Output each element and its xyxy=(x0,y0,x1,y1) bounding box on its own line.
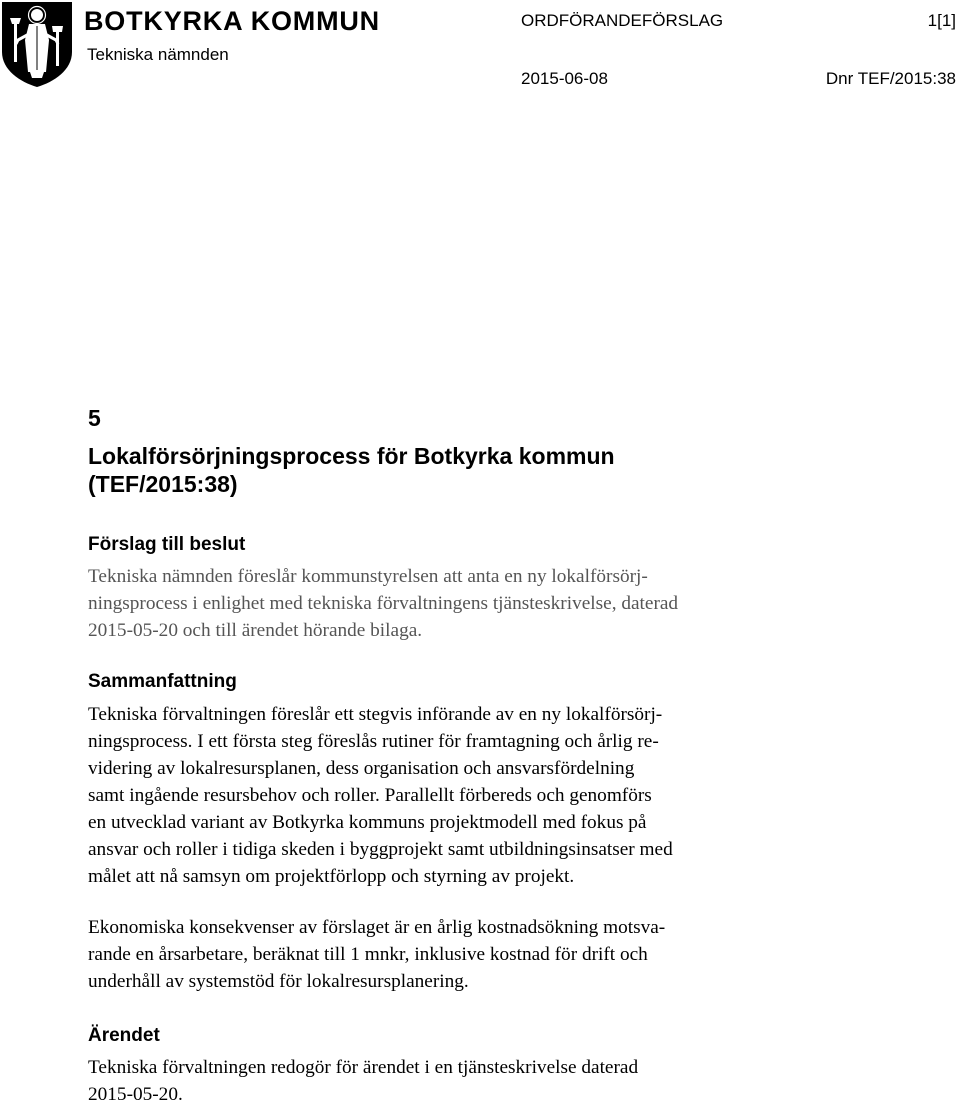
item-title-line: Lokalförsörjningsprocess för Botkyrka kommun xyxy=(88,443,615,469)
summary-paragraph-1 xyxy=(88,701,673,890)
text-line: 2015-05-20 och till ärendet hörande bilaga. xyxy=(88,620,423,641)
proposal-text xyxy=(88,563,678,644)
text-line: ningsprocess. I ett första steg föreslås rutiner för framtagning och årlig re- xyxy=(88,731,659,752)
summary-paragraph-2 xyxy=(88,914,665,995)
item-number: 5 xyxy=(88,405,101,431)
item-title-line: (TEF/2015:38) xyxy=(88,471,238,497)
text-line: videring av lokalresursplanen, dess organisation och ansvarsfördelning xyxy=(88,758,635,779)
text-line: rande en årsarbetare, beräknat till 1 mnkr, inklusive kostnad för drift och xyxy=(88,944,648,965)
text-line: underhåll av systemstöd för lokalresursplanering. xyxy=(88,971,469,992)
text-line: målet att nå samsyn om projektförlopp och styrning av projekt. xyxy=(88,866,575,887)
text-line: Tekniska nämnden föreslår kommunstyrelsen att anta en ny lokalförsörj- xyxy=(88,566,648,587)
text-line: 2015-05-20. xyxy=(88,1084,183,1105)
text-line: samt ingående resursbehov och roller. Parallellt förbereds och genomförs xyxy=(88,785,652,806)
botkyrka-coat-of-arms-icon xyxy=(0,0,74,88)
document-date: 2015-06-08 xyxy=(521,69,608,88)
organization-name: BOTKYRKA KOMMUN xyxy=(84,6,380,36)
matter-text xyxy=(88,1054,638,1108)
proposal-heading: Förslag till beslut xyxy=(88,534,246,555)
document-registration-number: Dnr TEF/2015:38 xyxy=(825,69,956,88)
text-line: en utvecklad variant av Botkyrka kommuns projektmodell med fokus på xyxy=(88,812,647,833)
text-line: Tekniska förvaltningen redogör för ärendet i en tjänsteskrivelse daterad xyxy=(88,1057,639,1078)
document-type: ORDFÖRANDEFÖRSLAG xyxy=(521,11,724,30)
text-line: ningsprocess i enlighet med tekniska förvaltningens tjänsteskrivelse, daterad xyxy=(88,593,679,614)
text-line: Tekniska förvaltningen föreslår ett stegvis införande av en ny lokalförsörj- xyxy=(88,704,663,725)
item-title xyxy=(88,442,615,498)
text-line: ansvar och roller i tidiga skeden i byggprojekt samt utbildningsinsatser med xyxy=(88,839,673,860)
page-number: 1[1] xyxy=(927,11,956,30)
matter-heading: Ärendet xyxy=(88,1025,160,1046)
department-name: Tekniska nämnden xyxy=(87,45,229,64)
summary-heading: Sammanfattning xyxy=(88,671,237,692)
text-line: Ekonomiska konsekvenser av förslaget är en årlig kostnadsökning motsva- xyxy=(88,917,666,938)
